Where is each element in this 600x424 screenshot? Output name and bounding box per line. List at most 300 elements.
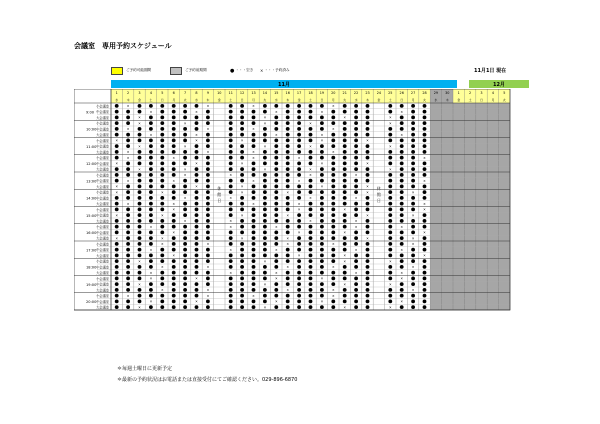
booked-mark <box>411 202 415 206</box>
booked-mark <box>149 167 153 171</box>
booked-mark <box>229 276 233 280</box>
booked-mark <box>343 271 347 275</box>
booked-mark <box>149 179 153 183</box>
booked-mark <box>354 167 358 171</box>
booked-mark <box>160 184 164 188</box>
booked-mark <box>172 110 176 114</box>
day-number: 8 <box>195 91 198 95</box>
booked-mark <box>354 276 358 280</box>
booked-mark <box>195 144 199 148</box>
booked-mark <box>388 133 392 137</box>
booked-mark <box>263 288 267 292</box>
booked-mark <box>411 225 415 229</box>
free-mark: × <box>252 178 255 183</box>
booked-mark <box>354 179 358 183</box>
weekday: 火 <box>502 98 506 102</box>
booked-mark <box>263 219 267 223</box>
weekday: 金 <box>297 98 301 102</box>
booked-mark <box>400 288 404 292</box>
booked-mark <box>400 150 404 154</box>
booked-mark <box>229 288 233 292</box>
free-mark: × <box>366 138 369 143</box>
free-mark: × <box>149 276 153 281</box>
booked-mark <box>229 299 233 303</box>
booked-mark <box>195 305 199 309</box>
booked-mark <box>252 253 256 257</box>
booked-mark <box>309 207 313 211</box>
booked-mark <box>411 230 415 234</box>
free-mark: × <box>263 144 267 149</box>
booked-mark <box>309 179 313 183</box>
free-mark: × <box>138 167 141 172</box>
booked-mark <box>126 144 130 148</box>
room-label: 中会議室 <box>96 299 109 304</box>
day-number: 30 <box>445 91 450 95</box>
weekday: 月 <box>172 98 176 102</box>
free-mark: × <box>252 150 255 155</box>
month-bar-december <box>469 80 529 88</box>
free-mark: × <box>183 144 187 149</box>
booked-mark <box>423 236 427 240</box>
weekday: 水 <box>115 98 119 102</box>
free-mark: × <box>388 144 392 149</box>
free-mark: × <box>354 247 358 252</box>
booked-mark <box>388 230 392 234</box>
booked-mark <box>388 104 392 108</box>
booked-mark <box>286 173 290 177</box>
free-mark: × <box>160 242 164 247</box>
booked-mark <box>297 248 301 252</box>
booked-mark <box>252 236 256 240</box>
booked-mark <box>160 161 164 165</box>
booked-mark <box>115 248 119 252</box>
booked-mark <box>126 173 130 177</box>
free-mark: × <box>263 121 267 126</box>
booked-mark <box>274 265 278 269</box>
booked-mark <box>366 202 370 206</box>
booked-mark <box>172 121 176 125</box>
booked-mark <box>252 207 256 211</box>
booked-mark <box>149 259 153 263</box>
day-number: 11 <box>228 91 233 95</box>
booked-mark <box>149 294 153 298</box>
free-mark: × <box>240 161 244 166</box>
free-mark: × <box>286 288 290 293</box>
booked-mark <box>263 202 267 206</box>
booked-mark <box>354 253 358 257</box>
booked-mark <box>366 110 370 114</box>
booked-mark <box>343 219 347 223</box>
free-mark: × <box>400 224 404 229</box>
booked-mark <box>286 121 290 125</box>
time-label: 13:00 <box>86 179 97 184</box>
booked-mark <box>309 115 313 119</box>
booked-mark <box>172 271 176 275</box>
booked-mark <box>115 219 119 223</box>
booked-mark <box>366 230 370 234</box>
booked-mark <box>160 202 164 206</box>
booked-mark <box>206 133 210 137</box>
booked-mark <box>297 115 301 119</box>
booked-mark <box>411 271 415 275</box>
booked-mark <box>274 207 278 211</box>
free-mark: × <box>343 230 347 235</box>
booked-mark <box>366 305 370 309</box>
booked-mark <box>206 110 210 114</box>
booked-mark <box>206 190 210 194</box>
free-mark: × <box>331 265 335 270</box>
free-mark: × <box>331 104 335 109</box>
booked-mark <box>354 242 358 246</box>
room-label: 大会議室 <box>96 133 109 138</box>
booked-mark <box>366 150 370 154</box>
booked-mark <box>331 115 335 119</box>
weekday: 金 <box>457 98 461 102</box>
booked-mark <box>206 156 210 160</box>
weekday: 日 <box>160 98 164 102</box>
weekday: 火 <box>422 98 427 102</box>
booked-mark <box>240 265 244 269</box>
booked-mark <box>309 184 313 188</box>
booked-mark <box>138 230 142 234</box>
booked-mark <box>183 253 187 257</box>
booked-mark <box>388 271 392 275</box>
booked-mark <box>274 294 278 298</box>
booked-mark <box>411 248 415 252</box>
booked-mark <box>229 184 233 188</box>
booked-mark <box>183 110 187 114</box>
weekday: 木 <box>206 98 210 102</box>
booked-mark <box>206 219 210 223</box>
booked-mark <box>286 225 290 229</box>
booked-mark <box>411 207 415 211</box>
free-mark: × <box>229 247 233 252</box>
free-mark: × <box>115 236 119 241</box>
booked-mark <box>320 219 324 223</box>
free-mark: × <box>206 104 210 109</box>
booked-mark <box>126 271 130 275</box>
booked-mark <box>297 173 301 177</box>
free-mark: × <box>286 236 290 241</box>
room-label: 小会議室 <box>96 121 109 126</box>
time-label: 15:00 <box>86 213 97 218</box>
booked-mark <box>297 305 301 309</box>
booked-mark <box>252 121 256 125</box>
booked-mark <box>400 207 404 211</box>
free-mark: × <box>172 253 176 258</box>
booked-mark <box>115 167 119 171</box>
booked-mark <box>331 179 335 183</box>
booked-mark <box>423 276 427 280</box>
booked-mark <box>252 248 256 252</box>
booked-mark <box>320 207 324 211</box>
weekday: 水 <box>354 98 358 102</box>
booked-mark <box>172 150 176 154</box>
booked-mark <box>263 276 267 280</box>
room-label: 小会議室 <box>96 225 109 230</box>
booked-mark <box>263 173 267 177</box>
booked-mark <box>195 248 199 252</box>
free-mark: × <box>423 207 426 212</box>
weekday: 水 <box>434 98 438 102</box>
booked-mark <box>229 259 233 263</box>
free-mark: × <box>183 196 187 201</box>
booked-mark <box>320 156 324 160</box>
booked-mark <box>411 184 415 188</box>
booked-mark <box>286 230 290 234</box>
booked-mark <box>138 138 142 142</box>
booked-mark <box>126 161 130 165</box>
booked-mark <box>411 179 415 183</box>
booked-mark <box>411 144 415 148</box>
booked-mark <box>229 282 233 286</box>
day-number: 4 <box>149 91 152 95</box>
booked-mark <box>400 282 404 286</box>
booked-mark <box>138 173 142 177</box>
booked-mark <box>252 230 256 234</box>
booked-mark <box>366 156 370 160</box>
room-label: 小会議室 <box>96 207 109 212</box>
booked-mark <box>252 196 256 200</box>
free-mark: × <box>263 167 267 172</box>
booked-mark <box>160 196 164 200</box>
booked-mark <box>115 196 119 200</box>
booked-mark <box>252 133 256 137</box>
booked-mark <box>400 259 404 263</box>
free-mark: × <box>229 219 233 224</box>
booked-mark <box>309 213 313 217</box>
room-label: 大会議室 <box>96 288 109 293</box>
booked-mark <box>126 219 130 223</box>
free-mark: × <box>274 299 278 304</box>
day-number: 12 <box>239 91 245 95</box>
booked-mark <box>160 121 164 125</box>
booked-mark <box>263 150 267 154</box>
free-mark: × <box>320 138 324 143</box>
booked-mark <box>343 190 347 194</box>
booked-mark <box>331 184 335 188</box>
free-mark: × <box>343 282 347 287</box>
booked-mark <box>423 115 427 119</box>
booked-mark <box>297 271 301 275</box>
booked-mark <box>240 299 244 303</box>
booked-mark <box>286 115 290 119</box>
booked-mark <box>115 271 119 275</box>
booked-mark <box>274 184 278 188</box>
booked-mark <box>183 236 187 240</box>
booked-mark <box>252 288 256 292</box>
free-mark: × <box>366 184 369 189</box>
booked-mark <box>195 202 199 206</box>
booked-mark <box>183 138 187 142</box>
booked-mark <box>297 110 301 114</box>
booked-mark <box>274 288 278 292</box>
booked-mark <box>206 230 210 234</box>
booked-mark <box>411 127 415 131</box>
booked-mark <box>138 184 142 188</box>
booked-mark <box>252 219 256 223</box>
booked-mark <box>411 110 415 114</box>
booked-mark <box>172 265 176 269</box>
booked-mark <box>274 259 278 263</box>
free-mark: × <box>411 265 415 270</box>
booked-mark <box>309 265 313 269</box>
room-label: 中会議室 <box>96 127 109 132</box>
booked-mark <box>206 305 210 309</box>
booked-mark <box>183 207 187 211</box>
booked-mark <box>240 133 244 137</box>
booked-mark <box>172 299 176 303</box>
booked-mark <box>229 305 233 309</box>
booked-mark <box>400 202 404 206</box>
day-number: 24 <box>376 91 382 95</box>
booked-mark <box>320 305 324 309</box>
room-label: 大会議室 <box>96 253 109 258</box>
booked-mark <box>240 225 244 229</box>
day-number: 19 <box>319 91 325 95</box>
booked-mark <box>423 110 427 114</box>
booked-mark <box>297 225 301 229</box>
booked-mark <box>240 144 244 148</box>
booked-mark <box>240 173 244 177</box>
booked-mark <box>183 225 187 229</box>
booked-mark <box>320 167 324 171</box>
free-mark: × <box>286 213 290 218</box>
booked-mark <box>263 196 267 200</box>
booked-mark <box>400 127 404 131</box>
free-mark: × <box>195 276 198 281</box>
booked-mark <box>297 213 301 217</box>
free-label: ・・・予約済み <box>264 68 290 72</box>
booked-mark <box>172 219 176 223</box>
booked-mark <box>354 207 358 211</box>
booked-mark <box>240 150 244 154</box>
booked-mark <box>343 121 347 125</box>
weekday: 水 <box>274 98 278 102</box>
booked-mark <box>423 271 427 275</box>
booked-mark <box>343 110 347 114</box>
booked-mark <box>354 213 358 217</box>
free-mark: × <box>240 138 244 143</box>
booked-mark <box>388 299 392 303</box>
day-number: 29 <box>433 91 439 95</box>
weekday: 月 <box>331 98 335 102</box>
booked-mark <box>229 167 233 171</box>
free-mark: × <box>138 305 141 310</box>
booked-mark <box>297 236 301 240</box>
weekday: 土 <box>149 98 153 102</box>
weekday: 土 <box>388 98 392 102</box>
booked-mark <box>138 225 142 229</box>
booked-mark <box>138 294 142 298</box>
booked-mark <box>115 242 119 246</box>
free-mark: × <box>343 259 347 264</box>
booked-mark <box>366 104 370 108</box>
booked-mark <box>138 242 142 246</box>
free-mark: × <box>400 270 404 275</box>
booked-mark <box>320 253 324 257</box>
booked-mark <box>183 294 187 298</box>
room-label: 中会議室 <box>96 110 109 115</box>
booked-mark <box>354 161 358 165</box>
room-label: 中会議室 <box>96 265 109 270</box>
booked-mark <box>115 225 119 229</box>
booked-mark <box>366 294 370 298</box>
booked-mark <box>309 305 313 309</box>
booked-mark <box>149 230 153 234</box>
free-mark: × <box>240 184 244 189</box>
booked-mark <box>263 190 267 194</box>
booked-mark <box>126 259 130 263</box>
weekday: 火 <box>343 98 347 102</box>
free-mark: × <box>172 155 176 160</box>
free-mark: × <box>354 219 358 224</box>
booked-mark <box>183 190 187 194</box>
free-mark: × <box>388 305 392 310</box>
booked-mark <box>423 104 427 108</box>
free-mark: × <box>411 213 415 218</box>
booked-mark <box>400 265 404 269</box>
booked-mark <box>286 184 290 188</box>
booked-mark <box>126 276 130 280</box>
booked-mark <box>354 115 358 119</box>
free-mark: × <box>240 213 244 218</box>
booked-mark <box>309 127 313 131</box>
room-label: 大会議室 <box>96 236 109 241</box>
free-mark: × <box>126 155 130 160</box>
weekday: 木 <box>445 98 449 102</box>
booked-mark <box>388 265 392 269</box>
free-mark: × <box>138 115 141 120</box>
booked-mark <box>229 110 233 114</box>
booked-mark <box>115 156 119 160</box>
free-mark: × <box>195 299 198 304</box>
free-mark: × <box>400 299 404 304</box>
booked-mark <box>320 265 324 269</box>
day-number: 26 <box>399 91 404 95</box>
booked-mark <box>354 190 358 194</box>
booked-mark <box>286 104 290 108</box>
booked-mark <box>263 104 267 108</box>
booked-mark <box>309 276 313 280</box>
booked-mark <box>126 167 130 171</box>
free-mark: × <box>343 115 347 120</box>
booked-mark <box>126 225 130 229</box>
day-number: 7 <box>184 91 187 95</box>
free-mark: × <box>229 270 233 275</box>
booked-mark <box>309 253 313 257</box>
booked-mark <box>400 230 404 234</box>
booked-mark <box>366 133 370 137</box>
booked-mark <box>126 207 130 211</box>
booked-mark <box>423 144 427 148</box>
booked-mark <box>195 213 199 217</box>
booked-mark <box>388 184 392 188</box>
booked-mark <box>138 179 142 183</box>
booked-mark <box>229 156 233 160</box>
booked-mark <box>252 138 256 142</box>
booked-mark <box>400 184 404 188</box>
booked-mark <box>195 115 199 119</box>
booked-mark <box>366 259 370 263</box>
booked-mark <box>240 276 244 280</box>
available-label: ご予約可能期間 <box>126 68 152 72</box>
booked-mark <box>423 138 427 142</box>
room-label: 大会議室 <box>96 305 109 310</box>
booked-mark <box>195 219 199 223</box>
free-mark: × <box>126 201 130 206</box>
booked-mark <box>115 127 119 131</box>
